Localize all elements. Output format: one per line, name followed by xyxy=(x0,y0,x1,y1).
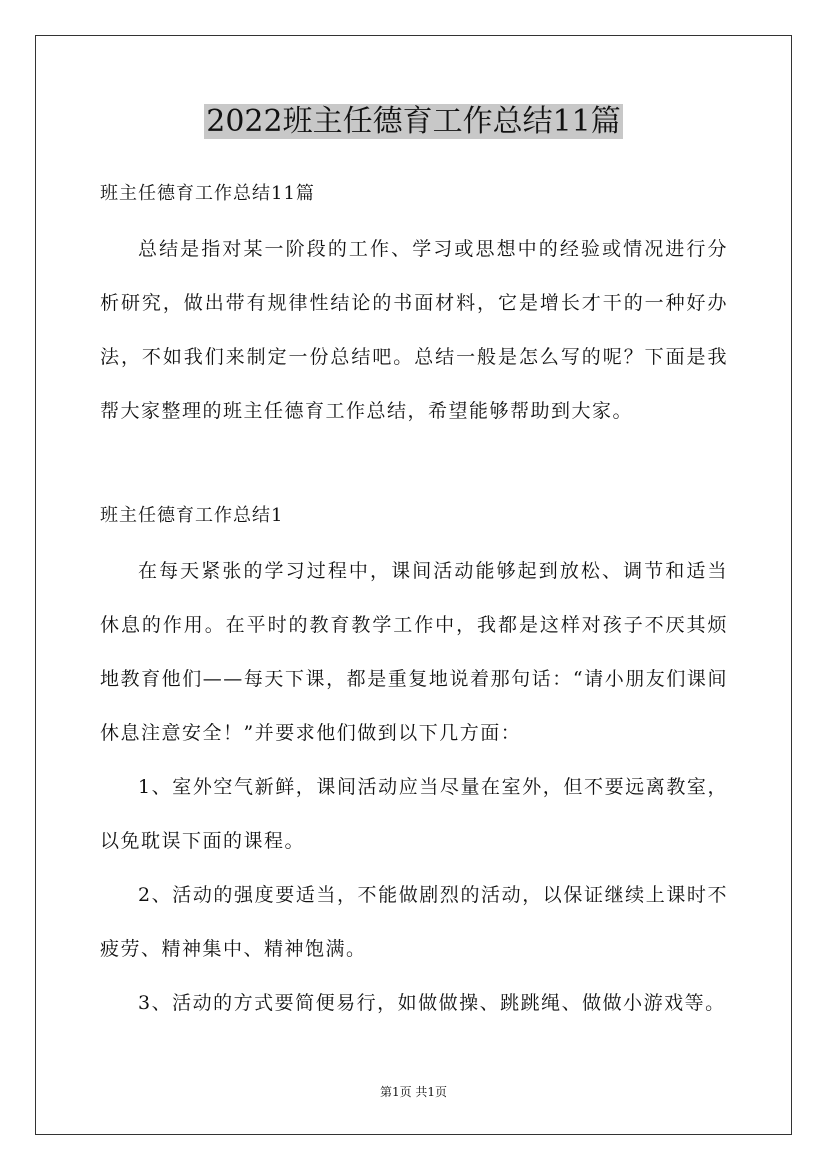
subtitle: 班主任德育工作总结11篇 xyxy=(100,183,315,204)
body-paragraph: 2、活动的强度要适当，不能做剧烈的活动，以保证继续上课时不疲劳、精神集中、精神饱满。 xyxy=(100,884,728,960)
body-paragraph: 3、活动的方式要简便易行，如做做操、跳跳绳、做做小游戏等。 xyxy=(138,992,726,1014)
document-title-text: 2022班主任德育工作总结11篇 xyxy=(206,104,621,139)
section-spacer xyxy=(100,438,728,488)
document-body xyxy=(100,166,728,1030)
page-footer: 第1页 共1页 xyxy=(379,1085,448,1099)
body-paragraph: 在每天紧张的学习过程中，课间活动能够起到放松、调节和适当休息的作用。在平时的教育教学工作中，我都是这样对孩子不厌其烦地教育他们——每天下课，都是重复地说着那句话：“请小朋友们课间休息注意安全！”并要求他们做到以下几方面： xyxy=(100,560,728,744)
body-paragraph: 1、室外空气新鲜，课间活动应当尽量在室外，但不要远离教室，以免耽误下面的课程。 xyxy=(100,776,728,852)
document-title xyxy=(0,100,827,144)
intro-paragraph: 总结是指对某一阶段的工作、学习或思想中的经验或情况进行分析研究，做出带有规律性结论的书面材料，它是增长才干的一种好办法，不如我们来制定一份总结吧。总结一般是怎么写的呢？下面是我帮大家整理的班主任德育工作总结，希望能够帮助到大家。 xyxy=(100,238,728,422)
section-heading: 班主任德育工作总结1 xyxy=(100,505,284,526)
